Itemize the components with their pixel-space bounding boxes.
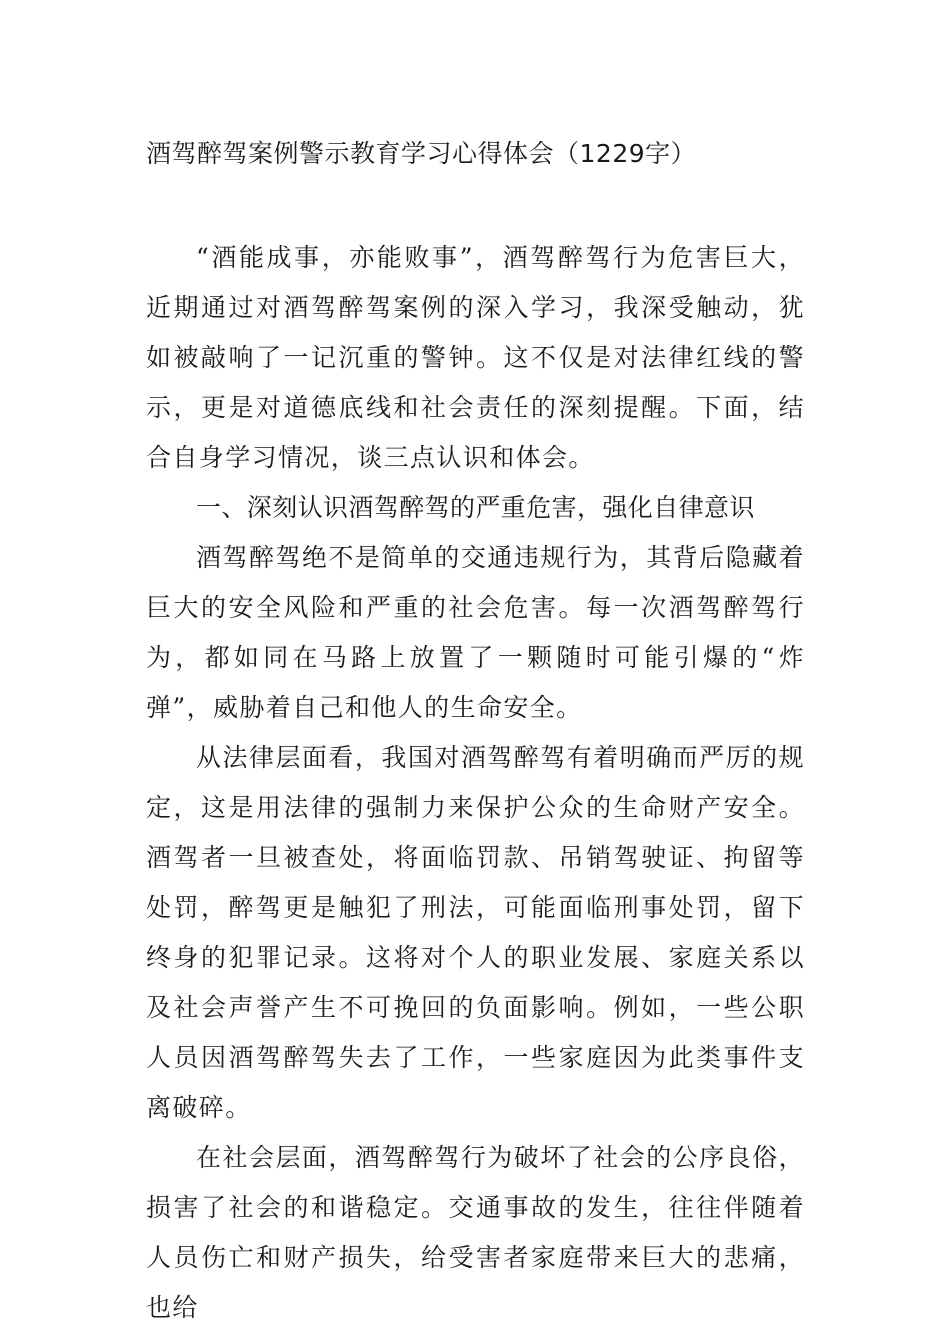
paragraph-intro: “酒能成事，亦能败事”，酒驾醉驾行为危害巨大，近期通过对酒驾醉驾案例的深入学习，我深受触动，犹如被敲响了一记沉重的警钟。这不仅是对法律红线的警示，更是对道德底线和社会责任的深刻提醒。下面，结合自身学习情况，谈三点认识和体会。 xyxy=(146,243,805,472)
section-heading-1: 一、深刻认识酒驾醉驾的严重危害，强化自律意识 xyxy=(196,493,755,522)
document-body xyxy=(146,233,805,1333)
document-title: 酒驾醉驾案例警示教育学习心得体会（1229字） xyxy=(146,139,697,168)
paragraph-danger: 酒驾醉驾绝不是简单的交通违规行为，其背后隐藏着巨大的安全风险和严重的社会危害。每一次酒驾醉驾行为，都如同在马路上放置了一颗随时可能引爆的“炸弹”，威胁着自己和他人的生命安全。 xyxy=(146,543,805,722)
paragraph-legal: 从法律层面看，我国对酒驾醉驾有着明确而严厉的规定，这是用法律的强制力来保护公众的生命财产安全。酒驾者一旦被查处，将面临罚款、吊销驾驶证、拘留等处罚，醉驾更是触犯了刑法，可能面临刑事处罚，留下终身的犯罪记录。这将对个人的职业发展、家庭关系以及社会声誉产生不可挽回的负面影响。例如，一些公职人员因酒驾醉驾失去了工作，一些家庭因为此类事件支离破碎。 xyxy=(146,743,805,1122)
paragraph-social: 在社会层面，酒驾醉驾行为破坏了社会的公序良俗，损害了社会的和谐稳定。交通事故的发生，往往伴随着人员伤亡和财产损失，给受害者家庭带来巨大的悲痛，也给 xyxy=(146,1143,805,1322)
